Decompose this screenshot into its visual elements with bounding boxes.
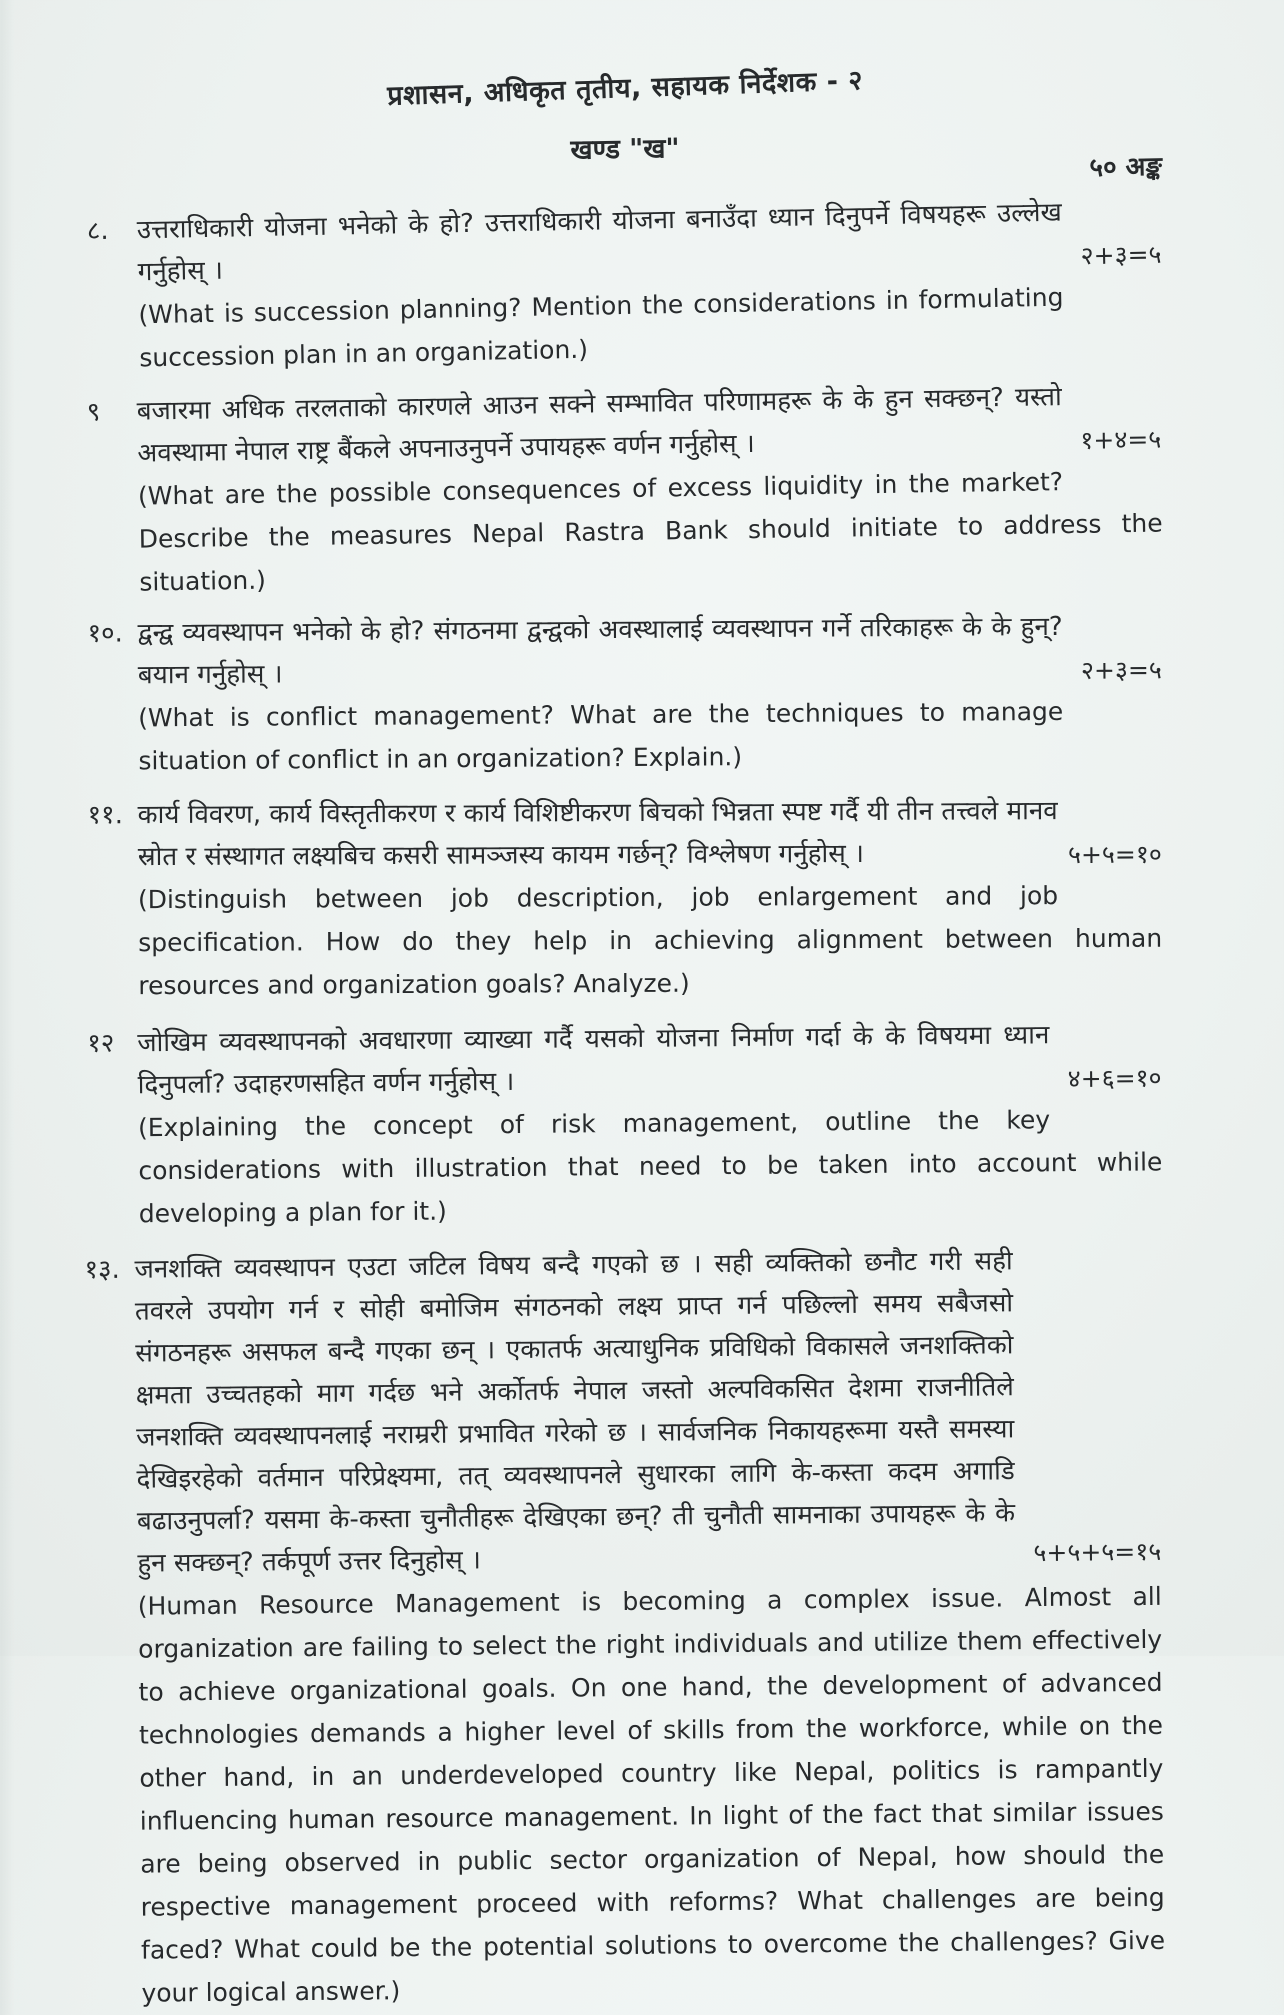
question-number: ८.	[86, 215, 109, 247]
question-list	[84, 197, 1166, 2010]
question-nepali-block	[138, 790, 1162, 878]
question-marks: १+४=५	[1080, 424, 1162, 455]
question-9	[86, 375, 1163, 605]
question-text-english: (Human Resource Management is becoming a complex issue. Almost all organization are failing to select the right individuals and utilize them effectively to achieve organizational goals. On one hand, the development of advanced technologies demands a higher level of skills from the workforce, while on the other hand, in an underdeveloped country like Nepal, politics is rampantly influencing human resource management. In light of the fact that similar issues are being observed in public sector organization of Nepal, how should the respective management proceed with reforms? What challenges are being faced? What could be the potential solutions to overcome the challenges? Give your logical answer.)	[137, 1581, 1166, 2008]
question-number: १३.	[84, 1254, 121, 1286]
question-marks: ५+५=१०	[1067, 839, 1162, 870]
question-nepali-block	[134, 1239, 1161, 1585]
question-text-english: (What is succession planning? Mention the considerations in formulating succession plan in an organization.)	[138, 282, 1064, 373]
question-number: १०.	[87, 618, 123, 649]
question-number: ९	[86, 397, 101, 428]
question-12	[87, 1013, 1163, 1235]
question-13	[84, 1239, 1165, 2015]
question-text-nepali: जनशक्ति व्यवस्थापन एउटा जटिल विषय बन्दै गएको छ । सही व्यक्तिको छनौट गरी सही तवरले उपयोग गर्न र सोही बमोजिम संगठनको लक्ष्य प्राप्त गर्न पछिल्लो समय सबैजसो संगठनहरू असफल बन्दै गएका छन् । एकातर्फ अत्याधुनिक प्रविधिको विकासले जनशक्तिको क्षमता उच्चतहको माग गर्दछ भने अर्कोतर्फ नेपाल जस्तो अल्पविकसित देशमा राजनीतिले जनशक्ति व्यवस्थापनलाई नराम्ररी प्रभावित गरेको छ । सार्वजनिक निकायहरूमा यस्तै समस्या देखिइरहेको वर्तमान परिप्रेक्ष्यमा, तत् व्यवस्थापनले सुधारका लागि के-कस्ता कदम अगाडि बढाउनुपर्ला? यसमा के-कस्ता चुनौतीहरू देखिएका छन्? ती चुनौती सामनाका उपायहरू के के हुन सक्छन्? तर्कपूर्ण उत्तर दिनुहोस् ।	[134, 1246, 1016, 1579]
question-nepali-block	[136, 375, 1161, 475]
question-text-english: (Distinguish between job description, job enlargement and job specification. How do they help in achieving alignment between human resources and organization goals? Analyze.)	[137, 881, 1163, 1001]
question-marks: ५+५+५=१५	[1033, 1536, 1162, 1568]
question-10	[87, 605, 1162, 782]
question-body	[134, 1239, 1165, 2015]
question-text-english: (What are the possible consequences of excess liquidity in the market? Describe the measures Nepal Rastra Bank should initiate to address the situation.)	[137, 467, 1163, 597]
question-text-nepali: बजारमा अधिक तरलताको कारणले आउन सक्ने सम्भावित परिणामहरू के के हुन सक्छन्? यस्तो अवस्थामा नेपाल राष्ट्र बैंकले अपनाउनुपर्ने उपायहरू वर्णन गर्नुहोस् ।	[136, 382, 1062, 469]
paper-header-title: प्रशासन, अधिकृत तृतीय, सहायक निर्देशक - २	[386, 65, 864, 112]
question-text-nepali: द्वन्द्व व्यवस्थापन भनेको के हो? संगठनमा द्वन्द्वको अवस्थालाई व्यवस्थापन गर्ने तरिकाहरू के के हुन्? बयान गर्नुहोस् ।	[137, 611, 1063, 691]
question-marks: २+३=५	[1080, 655, 1162, 685]
question-body	[138, 790, 1163, 1007]
question-11	[88, 790, 1163, 1008]
question-body	[136, 190, 1163, 380]
section-title: खण्ड "ख"	[570, 133, 680, 166]
question-text-english: (Explaining the concept of risk management, outline the key considerations with illustration that need to be taken into account while developing a plan for it.)	[137, 1105, 1163, 1229]
question-nepali-block	[137, 605, 1162, 696]
question-body	[136, 375, 1163, 604]
question-text-nepali: उत्तराधिकारी योजना भनेको के हो? उत्तराधिकारी योजना बनाउँदा ध्यान दिनुपर्ने विषयहरू उल्लेख गर्नुहोस् ।	[136, 197, 1063, 288]
question-marks: ४+६=१०	[1067, 1063, 1162, 1094]
question-body	[137, 605, 1162, 782]
question-number: ११.	[87, 800, 124, 831]
question-text-nepali: जोखिम व्यवस्थापनको अवधारणा व्याख्या गर्दै यसको योजना निर्माण गर्दा के के विषयमा ध्यान दिनुपर्ला? उदाहरणसहित वर्णन गर्नुहोस् ।	[137, 1020, 1050, 1101]
question-text-nepali: कार्य विवरण, कार्य विस्तृतीकरण र कार्य विशिष्टीकरण बिचको भिन्नता स्पष्ट गर्दै यी तीन तत्त्वले मानव स्रोत र संस्थागत लक्ष्यबिच कसरी सामञ्जस्य कायम गर्छन्? विश्लेषण गर्नुहोस् ।	[137, 796, 1058, 873]
total-marks: ५० अङ्क	[1089, 151, 1163, 184]
question-body	[137, 1013, 1163, 1235]
question-number: १२	[87, 1028, 115, 1059]
question-text-english: (What is conflict management? What are the techniques to manage situation of conflict in an organization? Explain.)	[138, 696, 1064, 776]
question-nepali-block	[137, 1013, 1162, 1106]
question-8	[86, 190, 1163, 381]
question-marks: २+३=५	[1080, 239, 1162, 271]
